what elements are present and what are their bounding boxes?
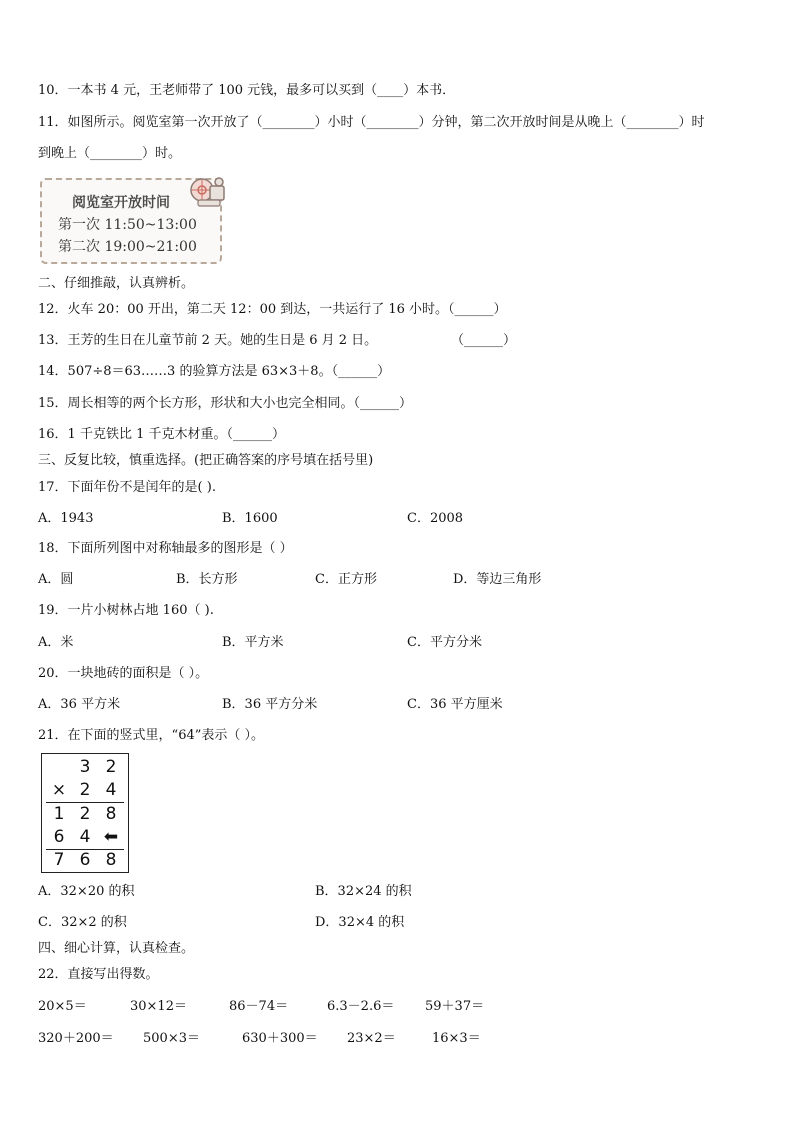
calc-item: 30×12＝ [130,999,187,1014]
question-22: 22．直接写出得数。 [38,967,159,982]
q18-option-a: A．圆 [38,572,74,587]
q19-option-b: B．平方米 [222,635,284,650]
question-20: 20．一块地砖的面积是（ ）。 [38,666,209,681]
schedule-title: 阅览室开放时间 [72,195,170,211]
question-11-line2: 到晚上（________）时。 [38,146,182,161]
q17-option-a: A．1943 [38,511,94,526]
arrow-left-icon: ⬅ [103,827,119,847]
question-11-line1: 11．如图所示。阅览室第一次开放了（________）小时（________）分钟，第二次开放时间是从晚上（________）时 [38,115,705,130]
q18-option-d: D．等边三角形 [453,572,542,587]
calc-item: 23×2＝ [347,1031,396,1046]
question-10: 10．一本书 4 元，王老师带了 100 元钱，最多可以买到（____）本书． [38,83,456,98]
question-16: 16．1 千克铁比 1 千克木材重。（______） [38,427,285,442]
question-19: 19．一片小树林占地 160（ ). [38,603,214,618]
question-12: 12．火车 20：00 开出，第二天 12：00 到达，一共运行了 16 小时。（______） [38,302,507,317]
times-sign: × [51,780,67,800]
q20-option-c: C．36 平方厘米 [407,697,503,712]
q18-option-c: C．正方形 [315,572,377,587]
question-15: 15．周长相等的两个长方形，形状和大小也完全相同。（______） [38,396,413,411]
schedule-card [40,178,222,264]
q21-option-c: C．32×2 的积 [38,915,127,930]
digit: 8 [105,850,117,870]
q18-option-b: B．长方形 [176,572,238,587]
question-21: 21．在下面的竖式里，“64”表示（ ）。 [38,728,265,743]
question-14: 14．507÷8＝63……3 的验算方法是 63×3＋8。（______） [38,364,391,379]
q21-option-b: B．32×24 的积 [315,884,412,899]
digit: 3 [79,757,91,777]
vertical-multiplication [41,753,129,873]
digit: 2 [79,804,91,824]
calc-item: 20×5＝ [38,999,87,1014]
digit: 2 [105,757,117,777]
calc-item: 16×3＝ [432,1031,481,1046]
q20-option-b: B．36 平方分米 [222,697,318,712]
calc-item: 59＋37＝ [425,999,485,1014]
digit: 7 [53,850,65,870]
question-17: 17．下面年份不是闰年的是( ). [38,480,216,495]
question-13-blank: （______） [451,333,517,348]
q19-option-c: C．平方分米 [407,635,482,650]
calc-item: 86－74＝ [229,999,289,1014]
q19-option-a: A．米 [38,635,74,650]
schedule-row-first: 第一次 11:50~13:00 [58,217,197,233]
digit: 8 [105,804,117,824]
question-13: 13．王芳的生日在儿童节前 2 天。她的生日是 6 月 2 日。 [38,333,378,348]
calc-item: 320＋200＝ [38,1031,114,1046]
film-projector-icon [188,176,228,210]
q21-option-d: D．32×4 的积 [315,915,405,930]
q20-option-a: A．36 平方米 [38,697,121,712]
calc-item: 630＋300＝ [242,1031,318,1046]
digit: 4 [105,780,117,800]
digit: 6 [53,827,65,847]
digit: 2 [79,780,91,800]
q17-option-c: C．2008 [407,511,464,526]
q21-option-a: A．32×20 的积 [38,884,135,899]
schedule-row-second: 第二次 19:00~21:00 [58,239,197,255]
digit: 1 [53,804,65,824]
q17-option-b: B．1600 [222,511,278,526]
section-3-heading: 三、反复比较，慎重选择。(把正确答案的序号填在括号里) [38,453,374,468]
calc-item: 6.3－2.6＝ [327,999,395,1014]
section-4-heading: 四、细心计算，认真检查。 [38,941,195,956]
digit: 4 [79,827,91,847]
section-2-heading: 二、仔细推敲，认真辨析。 [38,276,195,291]
digit: 6 [79,850,91,870]
question-18: 18．下面所列图中对称轴最多的图形是（ ） [38,541,293,556]
calc-item: 500×3＝ [143,1031,200,1046]
